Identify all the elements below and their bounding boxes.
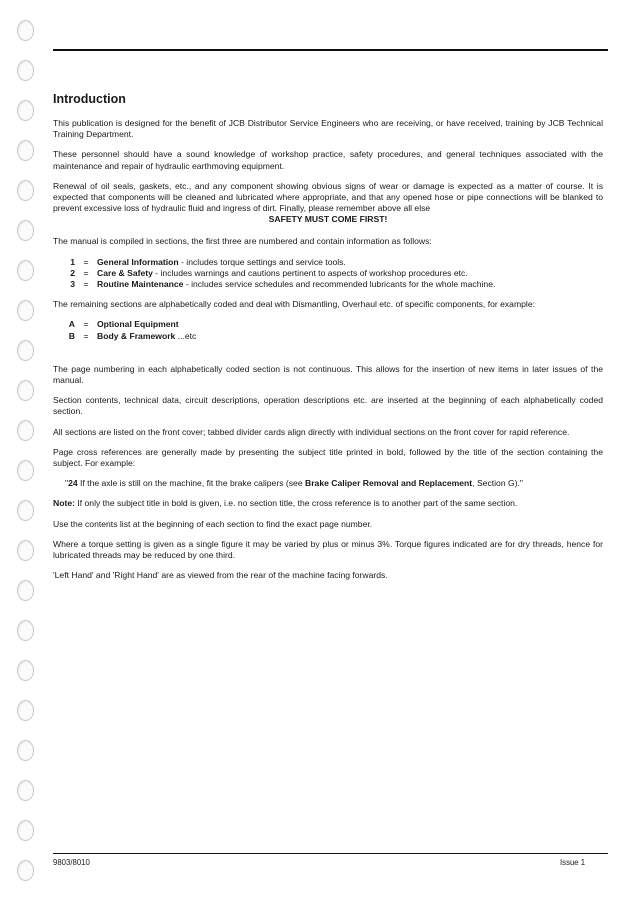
list-item bbox=[53, 279, 603, 290]
example-text: If the axle is still on the machine, fit the brake calipers (see bbox=[77, 478, 305, 489]
punch-hole bbox=[17, 260, 34, 281]
issue-label: Issue 1 bbox=[560, 858, 586, 867]
section-description: - includes service schedules and recommended lubricants for the whole machine. bbox=[183, 279, 496, 290]
contents-paragraph: Use the contents list at the beginning of each section to find the exact page number. bbox=[53, 518, 373, 529]
section-description: - includes torque settings and service tools. bbox=[178, 256, 346, 267]
section-number: 3 bbox=[70, 279, 75, 290]
cross-reference-paragraph: Page cross references are generally made by presenting the subject title printed in bold, followed by the title of the section containing the subject. For example: bbox=[53, 446, 603, 469]
section-name: General Information bbox=[97, 256, 179, 267]
front-cover-paragraph: All sections are listed on the front cover; tabbed divider cards align directly with individual sections on the front cover for rapid reference. bbox=[53, 426, 570, 437]
equals-sign: = bbox=[83, 267, 89, 278]
punch-hole bbox=[17, 740, 34, 761]
alpha-intro: The remaining sections are alphabetically coded and deal with Dismantling, Overhaul etc. of specific components, for example: bbox=[53, 299, 535, 310]
document-number: 9803/8010 bbox=[53, 858, 90, 867]
punch-hole bbox=[17, 340, 34, 361]
example-bold-reference: Brake Caliper Removal and Replacement bbox=[305, 478, 473, 489]
list-item bbox=[53, 257, 603, 268]
section-contents-paragraph: Section contents, technical data, circuit descriptions, operation descriptions etc. are inserted at the beginning of each alphabetically coded section. bbox=[53, 395, 603, 417]
section-letter: A bbox=[68, 319, 75, 330]
section-name: Body & Framework bbox=[97, 330, 176, 341]
punch-hole bbox=[17, 380, 34, 401]
page-title: Introduction bbox=[53, 92, 126, 106]
punch-hole bbox=[17, 220, 34, 241]
cross-reference-example bbox=[65, 478, 603, 489]
punch-hole bbox=[17, 500, 34, 521]
page-body bbox=[53, 92, 603, 590]
example-text-end: , Section G)." bbox=[472, 478, 523, 489]
punch-hole bbox=[17, 820, 34, 841]
equals-sign: = bbox=[83, 319, 89, 330]
list-item bbox=[53, 268, 603, 279]
list-item bbox=[53, 319, 603, 330]
sections-intro: The manual is compiled in sections, the first three are numbered and contain information as follows: bbox=[53, 236, 432, 247]
punch-hole bbox=[17, 700, 34, 721]
section-number: 1 bbox=[70, 256, 75, 267]
equals-sign: = bbox=[83, 330, 89, 341]
equals-sign: = bbox=[83, 256, 89, 267]
section-name: Optional Equipment bbox=[97, 319, 179, 330]
punch-hole bbox=[17, 860, 34, 881]
list-item bbox=[53, 331, 603, 342]
punch-hole bbox=[17, 580, 34, 601]
header-rule bbox=[53, 49, 608, 51]
punch-hole bbox=[17, 540, 34, 561]
intro-paragraph: These personnel should have a sound knowledge of workshop practice, safety procedures, and general techniques associated with the maintenance and repair of hydraulic earthmoving equipment. bbox=[53, 149, 603, 171]
section-description: - includes warnings and cautions pertinent to aspects of workshop procedures etc. bbox=[152, 267, 468, 278]
intro-paragraph: This publication is designed for the benefit of JCB Distributor Service Engineers who are receiving, or have received, training by JCB Technical Training Department. bbox=[53, 118, 603, 140]
open-quote: " bbox=[65, 478, 69, 489]
note-text: If only the subject title in bold is given, i.e. no section title, the cross reference is to another part of the same section. bbox=[74, 498, 518, 509]
section-name: Care & Safety bbox=[97, 267, 153, 278]
example-step-number: 24 bbox=[68, 478, 78, 489]
punch-hole bbox=[17, 460, 34, 481]
torque-paragraph: Where a torque setting is given as a single figure it may be varied by plus or minus 3%. Torque figures indicated are for dry threads, hence for lubricated threads may be reduced by one third. bbox=[53, 538, 603, 561]
punch-hole bbox=[17, 420, 34, 441]
punch-hole bbox=[17, 620, 34, 641]
punch-hole bbox=[17, 300, 34, 321]
note-label: Note: bbox=[53, 498, 75, 509]
punch-hole bbox=[17, 140, 34, 161]
safety-notice: SAFETY MUST COME FIRST! bbox=[268, 214, 388, 225]
footer-rule bbox=[53, 853, 608, 854]
section-letter: B bbox=[68, 330, 75, 341]
handedness-paragraph: 'Left Hand' and 'Right Hand' are as viewed from the rear of the machine facing forwards. bbox=[53, 570, 388, 581]
intro-paragraph: Renewal of oil seals, gaskets, etc., and any component showing obvious signs of wear or damage is expected as a matter of course. It is expected that components will be cleaned and lubricated where appropriate, and that any opened hose or pipe connections will be blanked to prevent excessive loss of hydraulic fluid and ingress of dirt. Finally, please remember above all else bbox=[53, 180, 603, 214]
punch-hole bbox=[17, 660, 34, 681]
punch-hole bbox=[17, 60, 34, 81]
section-description: ...etc bbox=[175, 330, 197, 341]
punch-hole bbox=[17, 20, 34, 41]
page-numbering-paragraph: The page numbering in each alphabetically coded section is not continuous. This allows for the insertion of new items in later issues of the manual. bbox=[53, 363, 603, 386]
punch-hole bbox=[17, 780, 34, 801]
section-number: 2 bbox=[70, 267, 75, 278]
note-paragraph bbox=[53, 498, 603, 509]
equals-sign: = bbox=[83, 279, 89, 290]
punch-hole bbox=[17, 100, 34, 121]
punch-hole bbox=[17, 180, 34, 201]
alpha-section-list bbox=[53, 319, 603, 341]
numbered-section-list bbox=[53, 257, 603, 291]
section-name: Routine Maintenance bbox=[97, 279, 184, 290]
